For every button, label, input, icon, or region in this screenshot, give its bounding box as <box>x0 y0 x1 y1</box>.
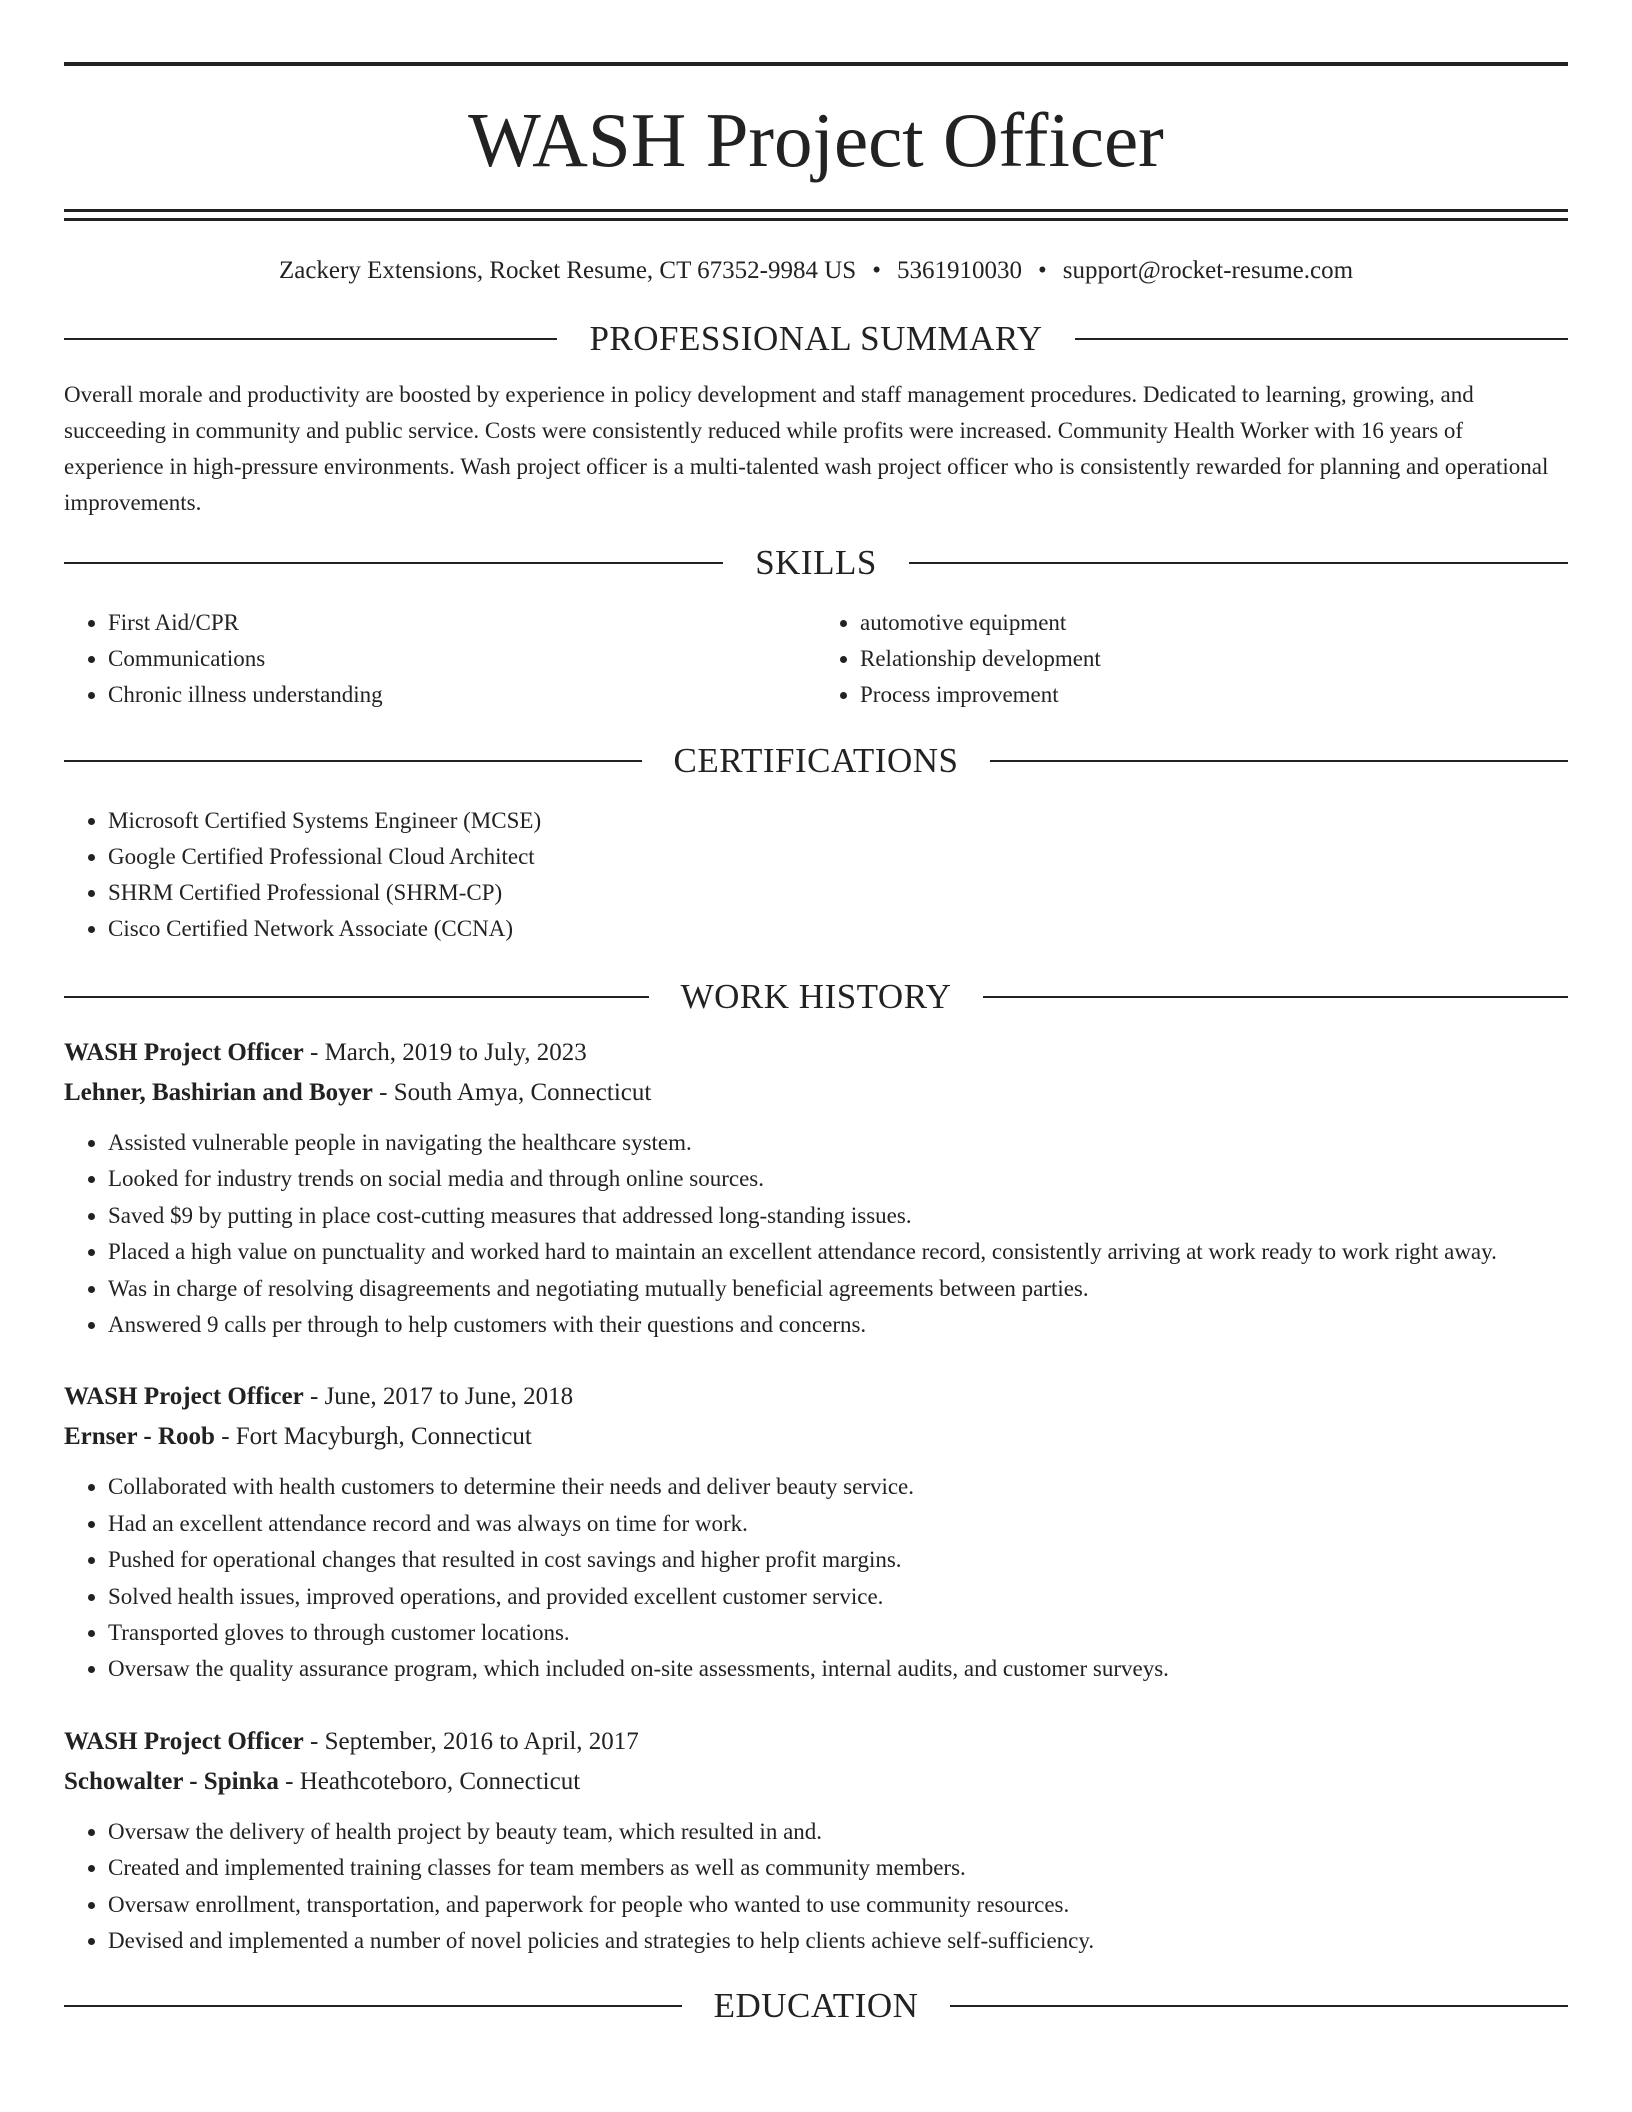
list-item: • Microsoft Certified Systems Engineer (MCSE) <box>108 803 1568 839</box>
job-company-line: Lehner, Bashirian and Boyer - South Amya, Connecticut <box>64 1079 652 1106</box>
contact-separator: • <box>872 257 881 284</box>
list-item: • Had an excellent attendance record and was always on time for work. <box>108 1506 1568 1542</box>
job-company: Lehner, Bashirian and Boyer <box>64 1079 373 1106</box>
skills-column-left <box>64 605 816 713</box>
divider <box>64 996 649 998</box>
job-location: South Amya, Connecticut <box>393 1079 652 1106</box>
list-item: • Oversaw the delivery of health project by beauty team, which resulted in and. <box>108 1814 1568 1850</box>
page-title: WASH Project Officer <box>468 97 1164 183</box>
list-item: • Looked for industry trends on social media and through online sources. <box>108 1161 1568 1197</box>
section-title: PROFESSIONAL SUMMARY <box>589 319 1043 358</box>
job-title-line: WASH Project Officer - September, 2016 to April, 2017 <box>64 1727 639 1755</box>
list-item: • Placed a high value on punctuality and worked hard to maintain an excellent attendance record, consistently arriving at work ready to work right away. <box>108 1234 1568 1270</box>
contact-line <box>64 257 1568 285</box>
section-heading-certifications <box>64 741 1568 781</box>
list-item: • Communications <box>108 641 816 677</box>
contact-address: Zackery Extensions, Rocket Resume, CT 67352-9984 US <box>278 257 857 284</box>
list-item: • Process improvement <box>860 677 1568 713</box>
job-company: Ernser - Roob <box>64 1423 215 1451</box>
list-item: • Pushed for operational changes that resulted in cost savings and higher profit margins. <box>108 1542 1568 1578</box>
job-title-line: WASH Project Officer - March, 2019 to July, 2023 <box>64 1039 587 1066</box>
section-title: CERTIFICATIONS <box>673 741 959 780</box>
section-title: SKILLS <box>755 543 877 582</box>
list-item: • Saved $9 by putting in place cost-cutting measures that addressed long-standing issues. <box>108 1198 1568 1234</box>
job-company: Schowalter - Spinka <box>64 1767 279 1795</box>
list-item: • Devised and implemented a number of novel policies and strategies to help clients achieve self-sufficiency. <box>108 1923 1568 1959</box>
skills-list <box>64 605 1568 713</box>
list-item: • Collaborated with health customers to determine their needs and deliver beauty service. <box>108 1469 1568 1505</box>
divider <box>64 2005 682 2007</box>
section-title: EDUCATION <box>713 1985 919 2025</box>
contact-phone: 5361910030 <box>896 257 1022 284</box>
job-role: WASH Project Officer <box>64 1039 304 1066</box>
section-heading-summary <box>64 319 1568 359</box>
job-company-line: Ernser - Roob - Fort Macyburgh, Connecticut <box>64 1423 532 1451</box>
job-location: Fort Macyburgh, Connecticut <box>235 1423 532 1451</box>
section-heading-work-history <box>64 977 1568 1017</box>
skills-column-right <box>816 605 1568 713</box>
list-item: • Was in charge of resolving disagreements and negotiating mutually beneficial agreements between parties. <box>108 1271 1568 1307</box>
summary-text: Overall morale and productivity are boosted by experience in policy development and staff management procedures. Dedicated to learning, growing, and succeeding in community and public service. Costs were consistently reduced while profits were increased. Community Health Worker with 16 years of experience in high-pressure environments. Wash project officer is a multi-talented wash project officer who is consistently rewarded for planning and operational improvements. <box>64 382 1549 515</box>
list-item: • Solved health issues, improved operations, and provided excellent customer service. <box>108 1579 1568 1615</box>
job-bullets <box>64 1125 1568 1343</box>
list-item: • Oversaw enrollment, transportation, and paperwork for people who wanted to use community resources. <box>108 1887 1568 1923</box>
list-item: • Chronic illness understanding <box>108 677 816 713</box>
job-entry <box>64 1377 1568 1687</box>
list-item: • Transported gloves to through customer locations. <box>108 1615 1568 1651</box>
job-entry <box>64 1033 1568 1343</box>
divider <box>64 760 642 762</box>
job-bullets <box>64 1814 1568 1960</box>
job-title-line: WASH Project Officer - June, 2017 to June, 2018 <box>64 1383 574 1411</box>
list-item: • Assisted vulnerable people in navigating the healthcare system. <box>108 1125 1568 1161</box>
job-location: Heathcoteboro, Connecticut <box>299 1767 581 1795</box>
job-bullets <box>64 1469 1568 1687</box>
job-dates: June, 2017 to June, 2018 <box>324 1383 574 1411</box>
divider <box>64 562 723 564</box>
list-item: • Cisco Certified Network Associate (CCNA) <box>108 911 1568 947</box>
job-role: WASH Project Officer <box>64 1727 304 1755</box>
list-item: • Answered 9 calls per through to help customers with their questions and concerns. <box>108 1307 1568 1343</box>
certifications-list <box>64 803 1568 947</box>
list-item: • Oversaw the quality assurance program, which included on-site assessments, internal audits, and customer surveys. <box>108 1651 1568 1687</box>
list-item: • First Aid/CPR <box>108 605 816 641</box>
job-entry <box>64 1722 1568 1960</box>
list-item: • SHRM Certified Professional (SHRM-CP) <box>108 875 1568 911</box>
divider <box>950 2005 1568 2007</box>
section-heading-education <box>64 1986 1568 2026</box>
section-title: WORK HISTORY <box>680 977 952 1016</box>
list-item: • Relationship development <box>860 641 1568 677</box>
divider <box>983 996 1568 998</box>
job-company-line: Schowalter - Spinka - Heathcoteboro, Connecticut <box>64 1767 581 1795</box>
divider <box>64 338 557 340</box>
divider <box>909 562 1568 564</box>
divider <box>1075 338 1568 340</box>
divider <box>990 760 1568 762</box>
list-item: • Google Certified Professional Cloud Architect <box>108 839 1568 875</box>
job-dates: September, 2016 to April, 2017 <box>324 1727 639 1755</box>
list-item: • Created and implemented training classes for team members as well as community members. <box>108 1850 1568 1886</box>
section-heading-skills <box>64 543 1568 583</box>
title-double-rule <box>64 209 1568 221</box>
contact-separator: • <box>1037 257 1047 284</box>
top-rule <box>64 62 1568 66</box>
job-dates: March, 2019 to July, 2023 <box>324 1039 587 1066</box>
contact-email: support@rocket-resume.com <box>1062 257 1354 284</box>
list-item: • automotive equipment <box>860 605 1568 641</box>
job-role: WASH Project Officer <box>64 1383 304 1411</box>
